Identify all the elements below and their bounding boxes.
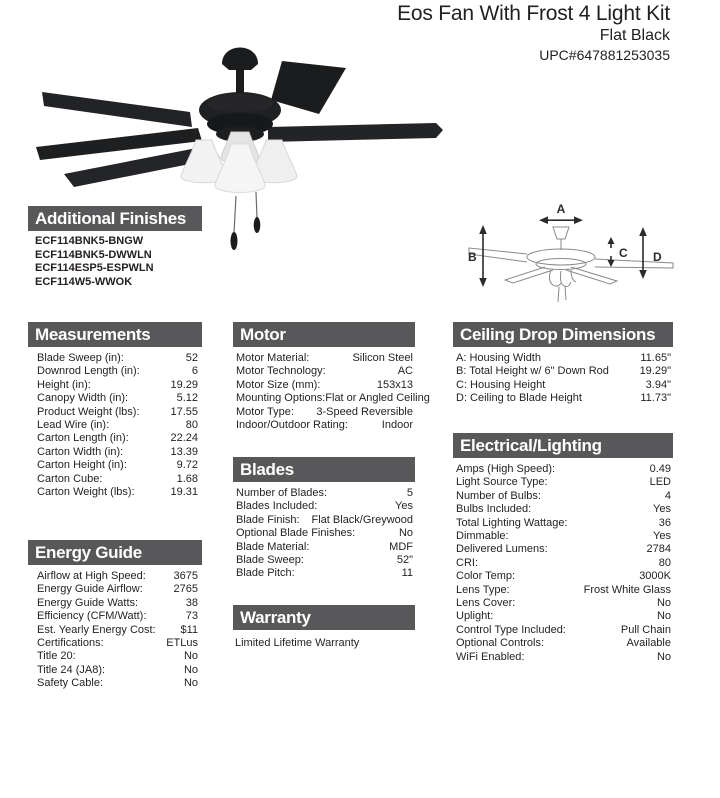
spec-label: Blade Sweep: (236, 554, 304, 567)
spec-label: Motor Material: (236, 352, 310, 364)
spec-row (37, 406, 198, 419)
section-header (453, 433, 673, 458)
spec-label: Title 24 (JA8): (37, 663, 106, 676)
energy-guide-section (28, 540, 202, 691)
spec-value: 2765 (173, 583, 198, 596)
spec-value: 9.72 (176, 459, 198, 472)
spec-label: Total Lighting Wattage: (456, 516, 568, 529)
spec-label: Product Weight (lbs): (37, 405, 140, 418)
section-header (28, 206, 202, 231)
spec-value: 73 (185, 610, 198, 623)
spec-row (37, 597, 198, 610)
spec-row (456, 365, 671, 378)
spec-value: 38 (185, 596, 198, 609)
spec-row (37, 583, 198, 596)
section-title: Blades (240, 460, 294, 479)
spec-value: AC (397, 365, 413, 378)
spec-row (236, 365, 413, 378)
spec-row (456, 637, 671, 650)
spec-row (456, 476, 671, 489)
spec-value: 3675 (173, 570, 198, 582)
section-header (453, 322, 673, 347)
section-title: Motor (240, 325, 286, 344)
spec-row (456, 557, 671, 570)
spec-row (456, 463, 671, 476)
spec-rows (233, 487, 415, 581)
spec-value: 5 (406, 487, 413, 499)
spec-value: 6 (191, 365, 198, 378)
spec-value: 11 (401, 567, 413, 580)
spec-value: MDF (389, 540, 413, 553)
diagram-label-c: C (619, 246, 628, 260)
section-header (233, 457, 415, 482)
finish-sku: ECF114BNK5-BNGW (35, 235, 144, 247)
spec-label: Motor Technology: (236, 365, 326, 378)
spec-value: $11 (180, 623, 198, 636)
spec-label: Dimmable: (456, 530, 509, 543)
spec-row (236, 527, 413, 540)
spec-label: Title 20: (37, 650, 76, 663)
spec-value: Frost White Glass (583, 583, 671, 596)
spec-label: Carton Height (in): (37, 459, 127, 472)
spec-row (456, 651, 671, 664)
spec-row (456, 570, 671, 583)
warranty-text: Limited Lifetime Warranty (235, 637, 360, 649)
spec-value: 11.73" (640, 392, 671, 405)
spec-rows (453, 352, 673, 406)
spec-value: Flat Black/Greywood (311, 513, 413, 526)
spec-label: Optional Controls: (456, 637, 545, 650)
spec-value: Pull Chain (620, 623, 671, 636)
spec-row (456, 610, 671, 623)
spec-row (236, 541, 413, 554)
spec-row (236, 406, 413, 419)
spec-label: Motor Size (mm): (236, 378, 321, 391)
spec-label: Carton Cube: (37, 472, 103, 485)
spec-row (37, 486, 198, 499)
spec-value: Indoor (381, 419, 413, 432)
spec-row (37, 570, 198, 583)
warranty-section (233, 605, 415, 649)
spec-row (236, 392, 430, 405)
spec-value: Flat or Angled Ceiling (325, 392, 430, 405)
spec-rows (233, 352, 430, 432)
spec-row (37, 379, 198, 392)
page-title: Eos Fan With Frost 4 Light Kit (397, 2, 670, 25)
spec-label: Safety Cable: (37, 677, 104, 690)
spec-row (456, 584, 671, 597)
spec-value: No (183, 663, 198, 676)
spec-label: Lens Type: (456, 583, 510, 596)
fan-blade (42, 92, 192, 127)
spec-value: 3-Speed Reversible (316, 405, 413, 418)
spec-value: 22.24 (170, 432, 198, 445)
fan-blade (271, 61, 346, 114)
spec-label: Carton Width (in): (37, 445, 124, 458)
spec-value: 13.39 (170, 445, 198, 458)
section-header (233, 322, 415, 347)
spec-row (37, 664, 198, 677)
spec-label: Delivered Lumens: (456, 543, 548, 556)
spec-label: Blade Finish: (236, 513, 300, 526)
spec-value: Available (626, 637, 671, 650)
spec-value: 3.94" (645, 378, 671, 391)
spec-value: Yes (653, 530, 671, 543)
spec-row (236, 487, 413, 500)
spec-value: 1.68 (176, 472, 198, 485)
finish-name: Flat Black (599, 27, 670, 44)
ceiling-drop-diagram (465, 193, 715, 318)
finish-sku: ECF114ESP5-ESPWLN (35, 262, 154, 274)
pull-chain (256, 192, 257, 218)
pull-chain (234, 196, 236, 233)
diagram-label-b: B (468, 250, 477, 264)
spec-value: 80 (185, 419, 198, 432)
spec-value: 52" (396, 554, 413, 567)
pull-chain-fob (254, 217, 261, 233)
spec-row (37, 624, 198, 637)
spec-row (456, 490, 671, 503)
spec-row (37, 677, 198, 690)
spec-value: 4 (664, 489, 671, 502)
spec-value: 0.49 (649, 463, 671, 475)
spec-value: Yes (395, 500, 413, 513)
spec-row (456, 352, 671, 365)
spec-row (236, 419, 413, 432)
spec-value: 19.29" (639, 365, 671, 378)
spec-label: Blade Sweep (in): (37, 352, 124, 364)
spec-value: Yes (653, 503, 671, 516)
spec-value: No (656, 597, 671, 610)
spec-row (37, 610, 198, 623)
spec-rows (453, 463, 673, 664)
spec-row (37, 352, 198, 365)
spec-label: Bulbs Included: (456, 503, 532, 516)
spec-row (456, 379, 671, 392)
spec-row (37, 446, 198, 459)
additional-finishes-section (28, 206, 202, 289)
diagram-label-d: D (653, 250, 662, 264)
spec-row (456, 624, 671, 637)
spec-value: 19.31 (170, 486, 198, 499)
spec-row (37, 419, 198, 432)
spec-label: B: Total Height w/ 6" Down Rod (456, 365, 609, 378)
spec-label: Amps (High Speed): (456, 463, 556, 475)
spec-value: 19.29 (170, 378, 198, 391)
spec-label: Carton Length (in): (37, 432, 129, 445)
pull-chain-fob (231, 232, 238, 250)
spec-label: CRI: (456, 556, 478, 569)
spec-row (456, 530, 671, 543)
title-block (397, 2, 670, 64)
spec-value: No (398, 527, 413, 540)
spec-value: 5.12 (176, 392, 198, 405)
section-header (28, 540, 202, 565)
spec-label: Downrod Length (in): (37, 365, 140, 378)
blades-section (233, 457, 415, 581)
finish-sku: ECF114BNK5-DWWLN (35, 248, 152, 261)
section-header (233, 605, 415, 630)
spec-label: Energy Guide Airflow: (37, 583, 143, 596)
spec-value: 2784 (646, 543, 671, 556)
spec-row (37, 365, 198, 378)
spec-label: Number of Bulbs: (456, 489, 541, 502)
spec-row (456, 503, 671, 516)
spec-value: 11.65" (640, 352, 671, 364)
upc-number: UPC#647881253035 (539, 47, 670, 63)
ceiling-drop-section (453, 322, 673, 406)
finish-sku: ECF114W5-WWOK (35, 275, 133, 288)
spec-label: Canopy Width (in): (37, 392, 129, 405)
spec-value: No (183, 650, 198, 663)
spec-label: Blades Included: (236, 500, 318, 513)
fan-canopy (222, 48, 258, 71)
spec-label: Uplight: (456, 610, 494, 623)
spec-label: Efficiency (CFM/Watt): (37, 610, 147, 623)
spec-row (456, 543, 671, 556)
spec-label: Indoor/Outdoor Rating: (236, 419, 348, 432)
measurements-section (28, 322, 202, 499)
spec-value: 36 (658, 516, 671, 529)
spec-label: C: Housing Height (456, 378, 546, 391)
spec-rows (28, 352, 202, 499)
spec-label: Light Source Type: (456, 476, 548, 489)
fan-blade (268, 123, 443, 142)
spec-value: ETLus (166, 637, 198, 650)
spec-row (236, 379, 413, 392)
spec-row (37, 650, 198, 663)
diagram-label-a: A (556, 202, 566, 216)
section-title: Measurements (35, 325, 151, 344)
spec-value: Silicon Steel (352, 352, 413, 364)
spec-label: Mounting Options: (236, 392, 326, 405)
spec-row (456, 597, 671, 610)
spec-label: Color Temp: (456, 570, 516, 583)
spec-label: Est. Yearly Energy Cost: (37, 623, 156, 636)
spec-label: Certifications: (37, 637, 104, 650)
section-title: Energy Guide (35, 543, 142, 562)
spec-value: LED (649, 476, 671, 489)
spec-row (456, 392, 671, 405)
finish-list (28, 235, 202, 289)
spec-label: Number of Blades: (236, 487, 328, 499)
spec-label: Lens Cover: (456, 597, 516, 610)
spec-value: 80 (658, 556, 671, 569)
spec-label: A: Housing Width (456, 352, 541, 364)
electrical-lighting-section (453, 433, 673, 664)
spec-row (456, 517, 671, 530)
spec-label: Motor Type: (236, 405, 294, 418)
spec-label: Optional Blade Finishes: (236, 527, 356, 540)
spec-value: No (183, 677, 198, 690)
spec-value: No (656, 610, 671, 623)
section-title: Electrical/Lighting (460, 436, 602, 455)
spec-value: 52 (185, 352, 198, 364)
section-header (28, 322, 202, 347)
spec-label: Energy Guide Watts: (37, 596, 139, 609)
spec-row (37, 637, 198, 650)
spec-row (37, 392, 198, 405)
spec-value: 153x13 (376, 378, 413, 391)
spec-row (236, 514, 413, 527)
spec-label: Height (in): (37, 378, 91, 391)
section-title: Additional Finishes (35, 209, 187, 228)
spec-label: Control Type Included: (456, 623, 566, 636)
motor-section (233, 322, 430, 432)
fan-motor-highlight (207, 94, 273, 112)
spec-value: 17.55 (170, 405, 198, 418)
spec-rows (28, 570, 202, 691)
spec-row (37, 432, 198, 445)
glass-shade (215, 144, 265, 193)
spec-value: No (656, 650, 671, 663)
spec-row (236, 500, 413, 513)
spec-value: 3000K (639, 570, 671, 583)
section-title: Ceiling Drop Dimensions (460, 325, 656, 344)
spec-row (236, 352, 413, 365)
spec-label: D: Ceiling to Blade Height (456, 392, 582, 405)
spec-row (37, 459, 198, 472)
spec-label: Blade Material: (236, 540, 310, 553)
spec-label: WiFi Enabled: (456, 650, 525, 663)
spec-row (236, 554, 413, 567)
spec-row (37, 473, 198, 486)
spec-label: Carton Weight (lbs): (37, 486, 135, 499)
section-title: Warranty (240, 608, 311, 627)
spec-label: Blade Pitch: (236, 567, 295, 580)
spec-label: Airflow at High Speed: (37, 570, 146, 582)
spec-row (236, 567, 413, 580)
spec-label: Lead Wire (in): (37, 419, 110, 432)
